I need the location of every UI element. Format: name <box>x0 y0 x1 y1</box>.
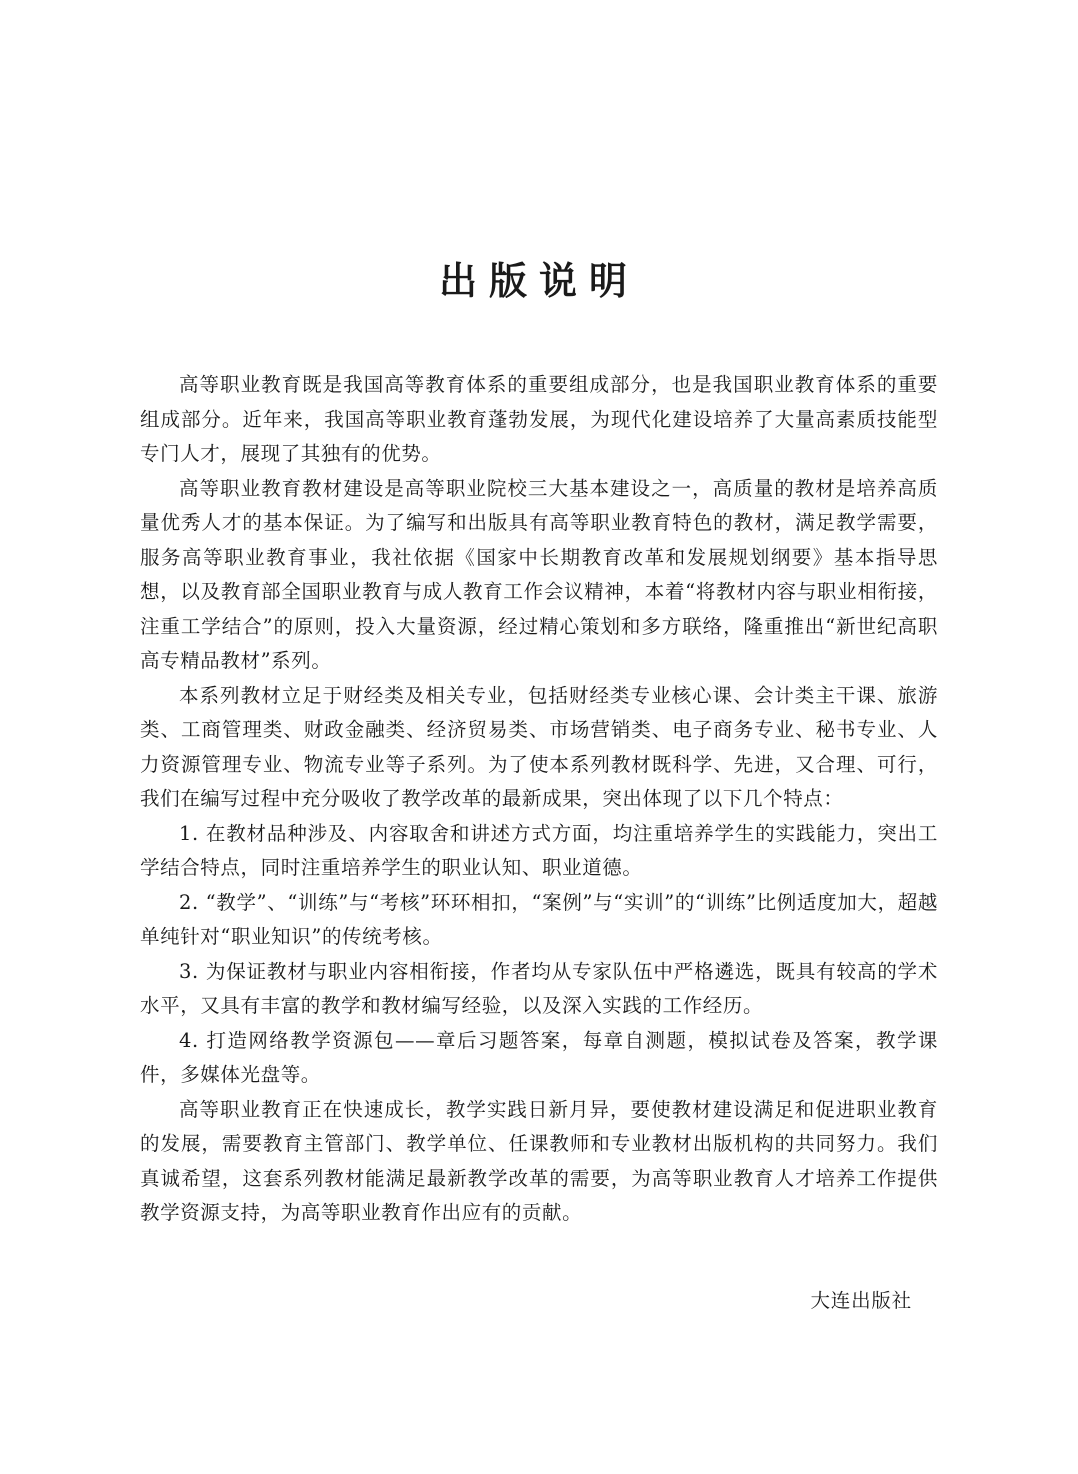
paragraph-series-scope: 本系列教材立足于财经类及相关专业，包括财经类专业核心课、会计类主干课、旅游类、工商管理类、财政金融类、经济贸易类、市场营销类、电子商务专业、秘书专业、人力资源管理专业、物流专业等子系列。为了使本系列教材既科学、先进，又合理、可行，我们在编写过程中充分吸收了教学改革的最新成果，突出体现了以下几个特点： <box>140 683 938 810</box>
paragraph-feature-4: 4. 打造网络教学资源包——章后习题答案，每章自测题，模拟试卷及答案，教学课件，多媒体光盘等。 <box>140 1028 938 1086</box>
paragraph-feature-3: 3. 为保证教材与职业内容相衔接，作者均从专家队伍中严格遴选，既具有较高的学术水平，又具有丰富的教学和教材编写经验，以及深入实践的工作经历。 <box>140 959 938 1017</box>
paragraph-feature-2: 2. “教学”、“训练”与“考核”环环相扣，“案例”与“实训”的“训练”比例适度加大，超越单纯针对“职业知识”的传统考核。 <box>140 890 938 948</box>
publisher-signature: 大连出版社 <box>810 1289 912 1312</box>
paragraph-feature-1: 1. 在教材品种涉及、内容取舍和讲述方式方面，均注重培养学生的实践能力，突出工学结合特点，同时注重培养学生的职业认知、职业道德。 <box>140 821 938 879</box>
paragraph-conclusion: 高等职业教育正在快速成长，教学实践日新月异，要使教材建设满足和促进职业教育的发展，需要教育主管部门、教学单位、任课教师和专业教材出版机构的共同努力。我们真诚希望，这套系列教材能满足最新教学改革的需要，为高等职业教育人才培养工作提供教学资源支持，为高等职业教育作出应有的贡献。 <box>140 1097 938 1224</box>
body-text <box>140 368 938 1231</box>
paragraph-intro: 高等职业教育既是我国高等教育体系的重要组成部分，也是我国职业教育体系的重要组成部分。近年来，我国高等职业教育蓬勃发展，为现代化建设培养了大量高素质技能型专门人才，展现了其独有的优势。 <box>140 373 938 465</box>
paragraph-textbook-construction: 高等职业教育教材建设是高等职业院校三大基本建设之一，高质量的教材是培养高质量优秀人才的基本保证。为了编写和出版具有高等职业教育特色的教材，满足教学需要，服务高等职业教育事业，我社依据《国家中长期教育改革和发展规划纲要》基本指导思想，以及教育部全国职业教育与成人教育工作会议精神，本着“将教材内容与职业相衔接，注重工学结合”的原则，投入大量资源，经过精心策划和多方联络，隆重推出“新世纪高职高专精品教材”系列。 <box>140 476 938 672</box>
page-title: 出版说明 <box>438 258 639 303</box>
